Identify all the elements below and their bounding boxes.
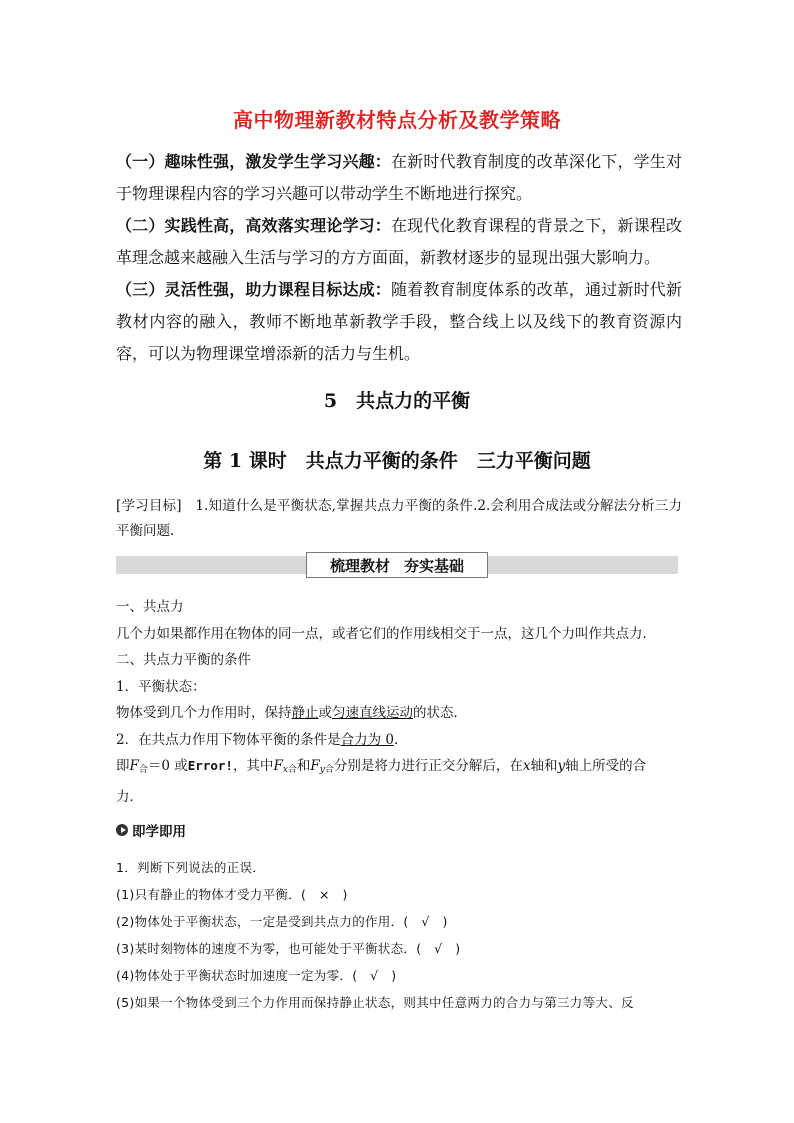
error-text: Error! — [187, 758, 233, 773]
force-symbol: F — [310, 758, 320, 774]
formula-line-continued: 力． — [116, 788, 143, 805]
subscript — [320, 765, 334, 775]
underlined-term: 合力为 0 — [340, 731, 394, 748]
intro-paragraph — [116, 210, 682, 274]
intro-text: 在新时代教育制度的改革深化下，学生对于物理课程内容的学习兴趣可以带动学生不断地进行探究。 — [116, 152, 682, 203]
intro-paragraph — [116, 274, 682, 370]
practice-heading — [116, 820, 186, 840]
subscript: 合 — [138, 765, 148, 775]
list-item: (5)如果一个物体受到三个力作用而保持静止状态，则其中任意两力的合力与第三力等大、反 — [116, 995, 634, 1010]
force-symbol: F — [129, 758, 139, 774]
text-span: 2．在共点力作用下物体平衡的条件是 — [116, 731, 341, 748]
practice-questions — [116, 854, 682, 1016]
intro-text: 随着教育制度体系的改革，通过新时代新教材内容的融入，教师不断地革新教学手段，整合线上以及线下的教育资源内容，可以为物理课堂增添新的活力与生机。 — [116, 280, 682, 363]
intro-paragraph — [116, 146, 682, 210]
axis-letter: x — [282, 765, 288, 775]
text-span: 轴和 — [530, 758, 558, 774]
learning-objectives: [学习目标] 1.知道什么是平衡状态,掌握共点力平衡的条件.2.会利用合成法或分解法分析三力平衡问题. — [116, 498, 682, 539]
equilibrium-state-label: 1．平衡状态： — [116, 678, 206, 695]
text-span: 物体受到几个力作用时，保持 — [116, 705, 292, 721]
definition-paragraph: 几个力如果都作用在物体的同一点，或者它们的作用线相交于一点，这几个力叫作共点力． — [116, 625, 656, 642]
equilibrium-state-text — [116, 700, 682, 727]
text-span: ＝0 或 — [147, 758, 188, 774]
underlined-term: 静止 — [291, 705, 319, 721]
list-item: 1．判断下列说法的正误． — [116, 860, 266, 875]
intro-lead: （一）趣味性强，激发学生学习兴趣： — [116, 152, 391, 171]
text-span: . — [393, 731, 399, 748]
subscript-text: 合 — [324, 765, 334, 775]
subscript — [283, 765, 297, 775]
section-banner — [306, 552, 488, 578]
text-span: 即 — [116, 758, 130, 774]
intro-lead: （三）灵活性强，助力课程目标达成： — [116, 280, 391, 299]
intro-text: 在现代化教育课程的背景之下，新课程改革理念越来越融入生活与学习的方方面面，新教材逐步的显现出强大影响力。 — [116, 216, 682, 267]
force-symbol: F — [273, 758, 283, 774]
axis-letter: y — [557, 758, 566, 774]
text-span: 轴上所受的合 — [565, 758, 647, 774]
text-span: ，其中 — [232, 758, 274, 774]
text-span: 的状态． — [413, 705, 467, 721]
list-item: (4)物体处于平衡状态时加速度一定为零．( √ ) — [116, 968, 397, 983]
practice-heading-label: 即学即用 — [132, 824, 186, 840]
heading-concurrent-forces: 一、共点力 — [116, 599, 184, 615]
lesson-title: 第 1 课时 共点力平衡的条件 三力平衡问题 — [203, 450, 591, 472]
list-item: (1)只有静止的物体才受力平衡．( × ) — [116, 887, 348, 902]
content-body — [116, 594, 682, 810]
underlined-term: 匀速直线运动 — [332, 705, 413, 721]
formula-line — [116, 753, 682, 784]
play-circle-icon — [116, 824, 128, 836]
banner-label-right: 夯实基础 — [404, 556, 465, 575]
list-item: (2)物体处于平衡状态，一定是受到共点力的作用．( √ ) — [116, 914, 448, 929]
axis-letter: x — [522, 758, 531, 774]
intro-section — [116, 146, 682, 370]
axis-letter: y — [319, 765, 325, 775]
section-title: 5 共点力的平衡 — [323, 390, 471, 412]
heading-equilibrium-condition: 二、共点力平衡的条件 — [116, 652, 251, 668]
banner-label-left: 梳理教材 — [329, 556, 390, 575]
list-item: (3)某时刻物体的速度不为零，也可能处于平衡状态．( √ ) — [116, 941, 461, 956]
text-span: 或 — [318, 705, 332, 721]
text-span: 和 — [296, 758, 311, 774]
intro-lead: （二）实践性高，高效落实理论学习： — [116, 216, 391, 235]
page-title: 高中物理新教材特点分析及教学策略 — [233, 108, 561, 132]
text-span: 分别是将力进行正交分解后，在 — [333, 758, 523, 774]
subscript-text: 合 — [287, 765, 297, 775]
equilibrium-condition-text — [116, 727, 682, 754]
